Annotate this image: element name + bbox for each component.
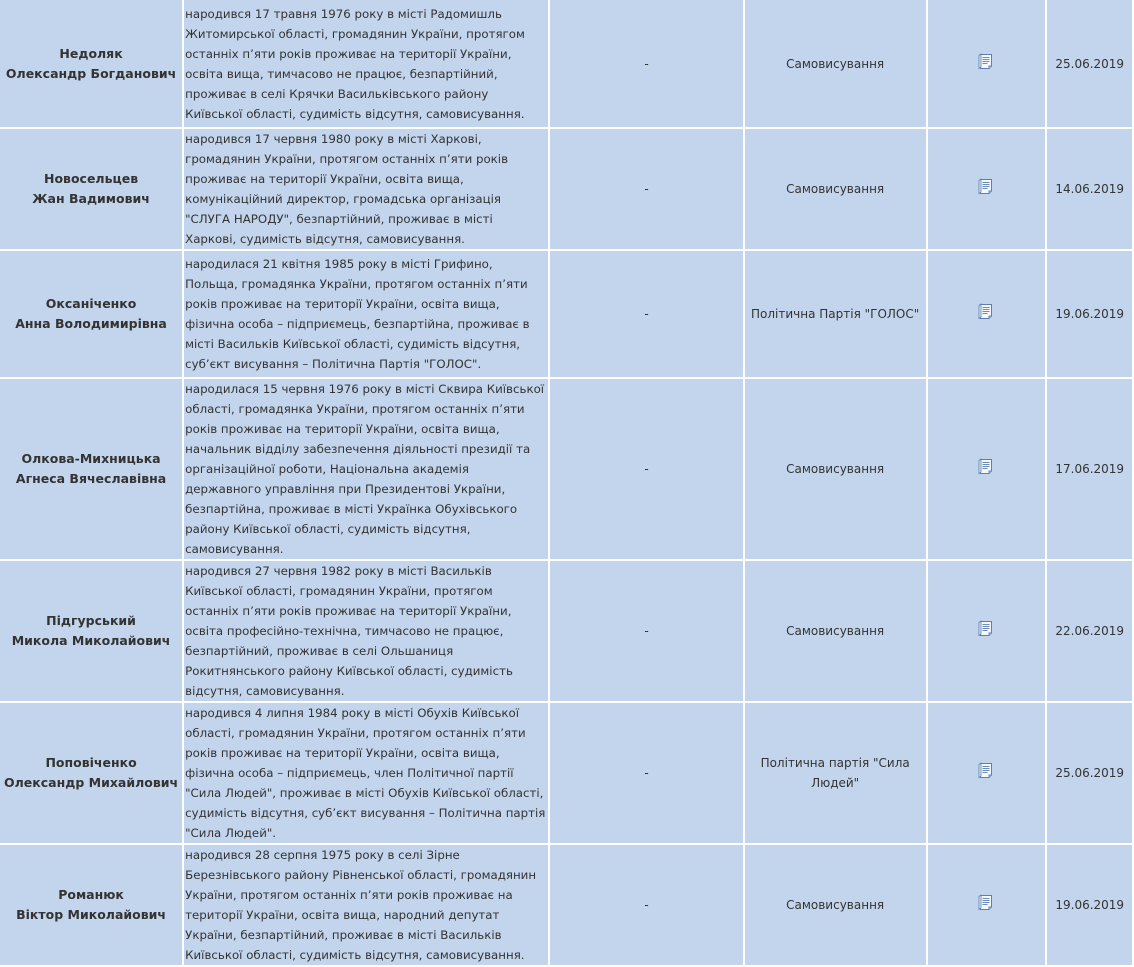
candidate-given-names: Анна Володимирівна — [15, 316, 167, 331]
candidate-name — [0, 251, 182, 377]
candidate-surname: Романюк — [58, 887, 124, 902]
candidate-bio: народилася 21 квітня 1985 року в місті Грифино, Польща, громадянка України, протягом останніх п’яти років проживає на території України, освіта вища, фізична особа – підприємець, безпартійна, проживає в місті Васильків Київської області, судимість відсутня, суб’єкт висування – Політична Партія "ГОЛОС". — [184, 251, 548, 377]
candidate-surname: Підгурський — [46, 613, 136, 628]
candidate-bio: народився 17 червня 1980 року в місті Харкові, громадянин України, протягом останніх п’яти років проживає на території України, освіта вища, комунікаційний директор, громадська організація "СЛУГА НАРОДУ", безпартійний, проживає в місті Харкові, судимість відсутня, самовисування. — [184, 129, 548, 249]
document-icon[interactable] — [978, 458, 995, 480]
registration-date: 25.06.2019 — [1047, 0, 1132, 127]
document-icon[interactable] — [978, 894, 995, 916]
registration-date: 25.06.2019 — [1047, 703, 1132, 843]
party-membership-cell: - — [550, 251, 742, 377]
document-cell — [928, 251, 1046, 377]
candidate-name — [0, 845, 182, 965]
candidate-name — [0, 703, 182, 843]
candidate-given-names: Олександр Богданович — [5, 65, 177, 81]
table-row — [0, 129, 1132, 249]
nomination-subject: Політична партія "Сила Людей" — [745, 703, 926, 843]
party-membership-cell: - — [550, 845, 742, 965]
party-membership-cell: - — [550, 379, 742, 559]
nomination-subject: Самовисування — [745, 561, 926, 701]
candidate-bio: народився 27 червня 1982 року в місті Васильків Київської області, громадянин України, протягом останніх п’яти років проживає на території України, освіта професійно-технічна, тимчасово не працює, безпартійний, проживає в селі Ольшаниця Рокитнянського району Київської області, судимість відсутня, самовисування. — [184, 561, 548, 701]
nomination-subject: Самовисування — [745, 845, 926, 965]
candidate-surname: Недоляк — [59, 45, 123, 61]
candidate-name — [0, 0, 182, 127]
document-cell — [928, 703, 1046, 843]
table-row — [0, 845, 1132, 965]
party-membership-cell: - — [550, 703, 742, 843]
candidate-name — [0, 129, 182, 249]
candidate-surname: Поповіченко — [45, 755, 137, 770]
table-row — [0, 251, 1132, 377]
nomination-subject: Політична Партія "ГОЛОС" — [745, 251, 926, 377]
document-icon[interactable] — [978, 303, 995, 325]
candidate-surname: Олкова-Михницька — [21, 451, 161, 466]
registration-date: 17.06.2019 — [1047, 379, 1132, 559]
party-membership-cell: - — [550, 561, 742, 701]
document-icon[interactable] — [978, 620, 995, 642]
table-row — [0, 0, 1132, 127]
table-row — [0, 379, 1132, 559]
candidate-bio: народився 28 серпня 1975 року в селі Зірне Березнівського району Рівненської області, громадянин України, протягом останніх п’яти років проживає на території України, освіта вища, народний депутат України, безпартійний, проживає в місті Васильків Київської області, судимість відсутня, самовисування. — [184, 845, 548, 965]
candidate-given-names: Жан Вадимович — [32, 191, 150, 206]
document-cell — [928, 845, 1046, 965]
nomination-subject: Самовисування — [745, 379, 926, 559]
document-icon[interactable] — [978, 762, 995, 784]
registration-date: 19.06.2019 — [1047, 845, 1132, 965]
candidate-given-names: Агнеса Вячеславівна — [15, 471, 167, 486]
table-row — [0, 703, 1132, 843]
document-cell — [928, 129, 1046, 249]
candidate-given-names: Віктор Миколайович — [16, 907, 166, 922]
nomination-subject: Самовисування — [745, 129, 926, 249]
candidate-bio: народився 17 травня 1976 року в місті Радомишль Житомирської області, громадянин України, протягом останніх п’яти років проживає на території України, освіта вища, тимчасово не працює, безпартійний, проживає в селі Крячки Васильківського району Київської області, судимість відсутня, самовисування. — [184, 0, 548, 127]
candidate-bio: народилася 15 червня 1976 року в місті Сквира Київської області, громадянка України, протягом останніх п’яти років проживає на території України, освіта вища, начальник відділу забезпечення діяльності президії та організаційної роботи, Національна академія державного управління при Президентові України, безпартійна, проживає в місті Українка Обухівського району Київської області, судимість відсутня, самовисування. — [184, 379, 548, 559]
document-cell — [928, 379, 1046, 559]
candidate-bio: народився 4 липня 1984 року в місті Обухів Київської області, громадянин України, протягом останніх п’яти років проживає на території України, освіта вища, фізична особа – підприємець, член Політичної партії "Сила Людей", проживає в місті Обухів Київської області, судимість відсутня, суб’єкт висування – Політична партія "Сила Людей". — [184, 703, 548, 843]
document-icon[interactable] — [978, 178, 995, 200]
party-membership-cell: - — [550, 0, 742, 127]
document-cell — [928, 0, 1046, 127]
document-icon[interactable] — [978, 53, 995, 75]
candidate-surname: Новосельцев — [43, 171, 139, 186]
candidate-given-names: Микола Миколайович — [11, 633, 171, 648]
registration-date: 14.06.2019 — [1047, 129, 1132, 249]
document-cell — [928, 561, 1046, 701]
candidate-surname: Оксаніченко — [45, 296, 137, 311]
nomination-subject: Самовисування — [745, 0, 926, 127]
candidate-given-names: Олександр Михайлович — [4, 775, 179, 790]
table-row — [0, 561, 1132, 701]
candidate-name — [0, 379, 182, 559]
registration-date: 22.06.2019 — [1047, 561, 1132, 701]
registration-date: 19.06.2019 — [1047, 251, 1132, 377]
party-membership-cell: - — [550, 129, 742, 249]
candidate-name — [0, 561, 182, 701]
